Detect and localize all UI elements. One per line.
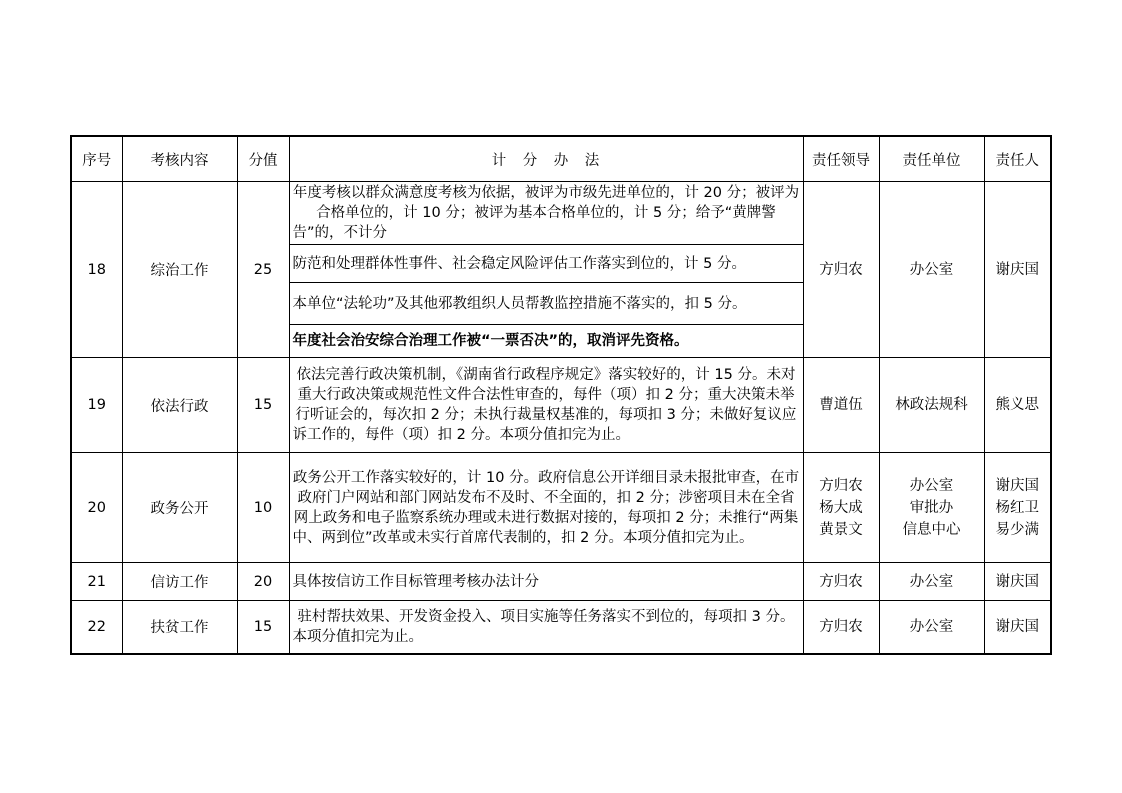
row-20-leader: 方归农 杨大成 黄景文	[803, 453, 879, 563]
row-22-leader: 方归农	[803, 601, 879, 654]
row-22-method: 驻村帮扶效果、开发资金投入、项目实施等任务落实不到位的，每项扣 3 分。本项分值扣完为止。	[289, 601, 803, 654]
row-19-unit: 林政法规科	[879, 358, 984, 453]
row-18-score: 25	[237, 182, 289, 358]
row-18-method-4: 年度社会治安综合治理工作被“一票否决”的，取消评先资格。	[289, 325, 803, 358]
col-header-content: 考核内容	[122, 136, 237, 182]
row-18-method-1: 年度考核以群众满意度考核为依据，被评为市级先进单位的，计 20 分；被评为合格单位的，计 10 分；被评为基本合格单位的，计 5 分；给予“黄牌警告”的，不计分	[289, 182, 803, 245]
row-19-score: 15	[237, 358, 289, 453]
row-22-seq: 22	[71, 601, 122, 654]
table-row	[71, 182, 1051, 245]
row-21-score: 20	[237, 563, 289, 601]
row-21-seq: 21	[71, 563, 122, 601]
row-19-method: 依法完善行政决策机制，《湖南省行政程序规定》落实较好的，计 15 分。未对重大行政决策或规范性文件合法性审查的，每件（项）扣 2 分；重大决策未举行听证会的，每次扣 2 分；未执行裁量权基准的，每项扣 3 分；未做好复议应诉工作的，每件（项）扣 2 分。本项分值扣完为止。	[289, 358, 803, 453]
row-22-person: 谢庆国	[984, 601, 1051, 654]
row-21-content: 信访工作	[122, 563, 237, 601]
row-19-seq: 19	[71, 358, 122, 453]
row-22-score: 15	[237, 601, 289, 654]
row-18-seq: 18	[71, 182, 122, 358]
assessment-table	[70, 135, 1052, 655]
table-row	[71, 453, 1051, 563]
row-21-unit: 办公室	[879, 563, 984, 601]
row-19-person: 熊义思	[984, 358, 1051, 453]
row-22-content: 扶贫工作	[122, 601, 237, 654]
col-header-unit: 责任单位	[879, 136, 984, 182]
row-21-person: 谢庆国	[984, 563, 1051, 601]
table-header-row	[71, 136, 1051, 182]
row-18-person: 谢庆国	[984, 182, 1051, 358]
row-20-method: 政务公开工作落实较好的，计 10 分。政府信息公开详细目录未报批审查，在市政府门户网站和部门网站发布不及时、不全面的，扣 2 分；涉密项目未在全省网上政务和电子监察系统办理或未进行数据对接的，每项扣 2 分；未推行“两集中、两到位”改革或未实行首席代表制的，扣 2 分。本项分值扣完为止。	[289, 453, 803, 563]
row-20-unit: 办公室 审批办 信息中心	[879, 453, 984, 563]
row-21-method: 具体按信访工作目标管理考核办法计分	[289, 563, 803, 601]
row-18-leader: 方归农	[803, 182, 879, 358]
row-18-content: 综治工作	[122, 182, 237, 358]
row-21-leader: 方归农	[803, 563, 879, 601]
table-row	[71, 563, 1051, 601]
row-20-score: 10	[237, 453, 289, 563]
col-header-leader: 责任领导	[803, 136, 879, 182]
table-row	[71, 601, 1051, 654]
row-18-method-3: 本单位“法轮功”及其他邪教组织人员帮教监控措施不落实的，扣 5 分。	[289, 283, 803, 325]
row-19-leader: 曹道伍	[803, 358, 879, 453]
row-20-seq: 20	[71, 453, 122, 563]
row-20-content: 政务公开	[122, 453, 237, 563]
table-row	[71, 358, 1051, 453]
col-header-score: 分值	[237, 136, 289, 182]
row-20-person: 谢庆国 杨红卫 易少满	[984, 453, 1051, 563]
col-header-person: 责任人	[984, 136, 1051, 182]
col-header-seq: 序号	[71, 136, 122, 182]
row-18-method-2: 防范和处理群体性事件、社会稳定风险评估工作落实到位的，计 5 分。	[289, 245, 803, 283]
row-19-content: 依法行政	[122, 358, 237, 453]
row-18-unit: 办公室	[879, 182, 984, 358]
row-22-unit: 办公室	[879, 601, 984, 654]
col-header-method: 计 分 办 法	[289, 136, 803, 182]
